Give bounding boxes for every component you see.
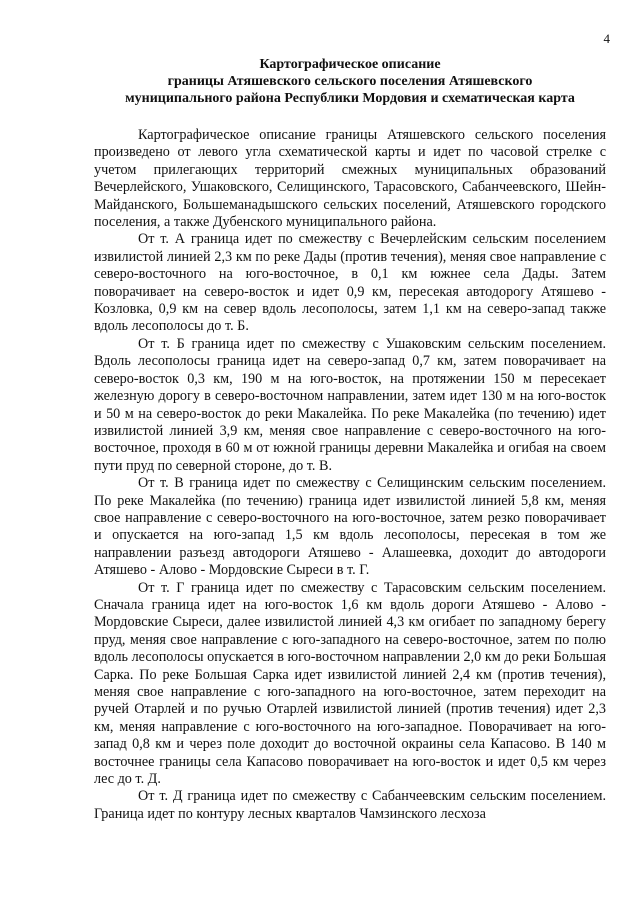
title-line-1: Картографическое описание — [259, 57, 441, 72]
paragraph-intro: Картографическое описание границы Атяшевского сельского поселения произведено от левого угла схематической карты и идет по часовой стрелке с учетом прилегающих территорий смежных муниципальных образований Вечерлейского, Ушаковского, Селищинского, Тарасовского, Сабанчеевского, Шейн-Майданского, Большеманадышского сельских поселений, Атяшевского городского поселения, а также Дубенского муниципального района. — [94, 127, 606, 231]
paragraph-point-d: От т. Д граница идет по смежеству с Сабанчеевским сельским поселением. Граница идет по контуру лесных кварталов Чамзинского лесхоза — [94, 788, 606, 822]
page-number: 4 — [603, 31, 610, 46]
paragraph-point-b: От т. Б граница идет по смежеству с Ушаковским сельским поселением. Вдоль лесополосы граница идет на северо-запад 0,7 км, затем поворачивает на северо-восток 0,3 км, 190 м на юго-восток, на протяжении 150 м пересекает железную дорогу в северо-восточном направлении, затем идет 130 м на юго-восток и 50 м на северо-восток до реки Макалейка. По реке Макалейка (по течению) идет извилистой линией 3,9 км, меняя свое направление с северо-восточного на юго-восточное, проходя в 60 м от южной границы деревни Макалейка и огибая на своем пути пруд по северной стороне, до т. В. — [94, 335, 606, 474]
body-text — [94, 127, 606, 823]
paragraph-point-v: От т. В граница идет по смежеству с Селищинским сельским поселением. По реке Макалейка (по течению) граница идет извилистой линией 5,8 км, меняя свое направление с северо-восточного на юго-восточное, затем резко поворачивает и опускается на юго-запад 1,5 км вдоль лесополосы, пересекая в том же направлении разъезд автодороги Атяшево - Алашеевка, доходит до автодороги Атяшево - Алово - Мордовские Сыреси в т. Г. — [94, 475, 606, 579]
document-title — [90, 56, 610, 107]
title-line-2: границы Атяшевского сельского поселения Атяшевского — [167, 74, 533, 89]
paragraph-point-a: От т. А граница идет по смежеству с Вечерлейским сельским поселением извилистой линией 2,3 км по реке Дады (против течения), меняя свое направление с северо-восточного на юго-восточное, в 0,1 км южнее села Дады. Затем поворачивает на северо-восток и идет 0,9 км, пересекая автодорогу Атяшево - Козловка, 0,9 км на север вдоль лесополосы, затем 1,1 км на северо-запад также вдоль лесополосы до т. Б. — [94, 231, 606, 335]
paragraph-point-g: От т. Г граница идет по смежеству с Тарасовским сельским поселением. Сначала граница идет на юго-восток 1,6 км вдоль дороги Атяшево - Алово - Мордовские Сыреси, далее извилистой линией 4,3 км огибает по западному берегу пруд, меняя свое направление с юго-западного на северо-восточное, затем по полю вдоль лесополосы опускается в юго-восточном направлении 2,0 км до реки Большая Сарка. По реке Большая Сарка идет извилистой линией 2,4 км (против течения), меняя свое направление с юго-западного на юго-восточное, затем переходит на ручей Отарлей и по ручью Отарлей извилистой линией (против течения) идет 2,3 км, меняя направление с юго-восточного на юго-западное. Поворачивает на юго-запад 0,8 км и через поле доходит до восточной окраины села Капасово. В 140 м восточнее границы села Капасово поворачивает на юго-восток и идет 0,5 км через лес до т. Д. — [94, 579, 606, 788]
title-line-3: муниципального района Республики Мордовия и схематическая карта — [125, 91, 575, 106]
